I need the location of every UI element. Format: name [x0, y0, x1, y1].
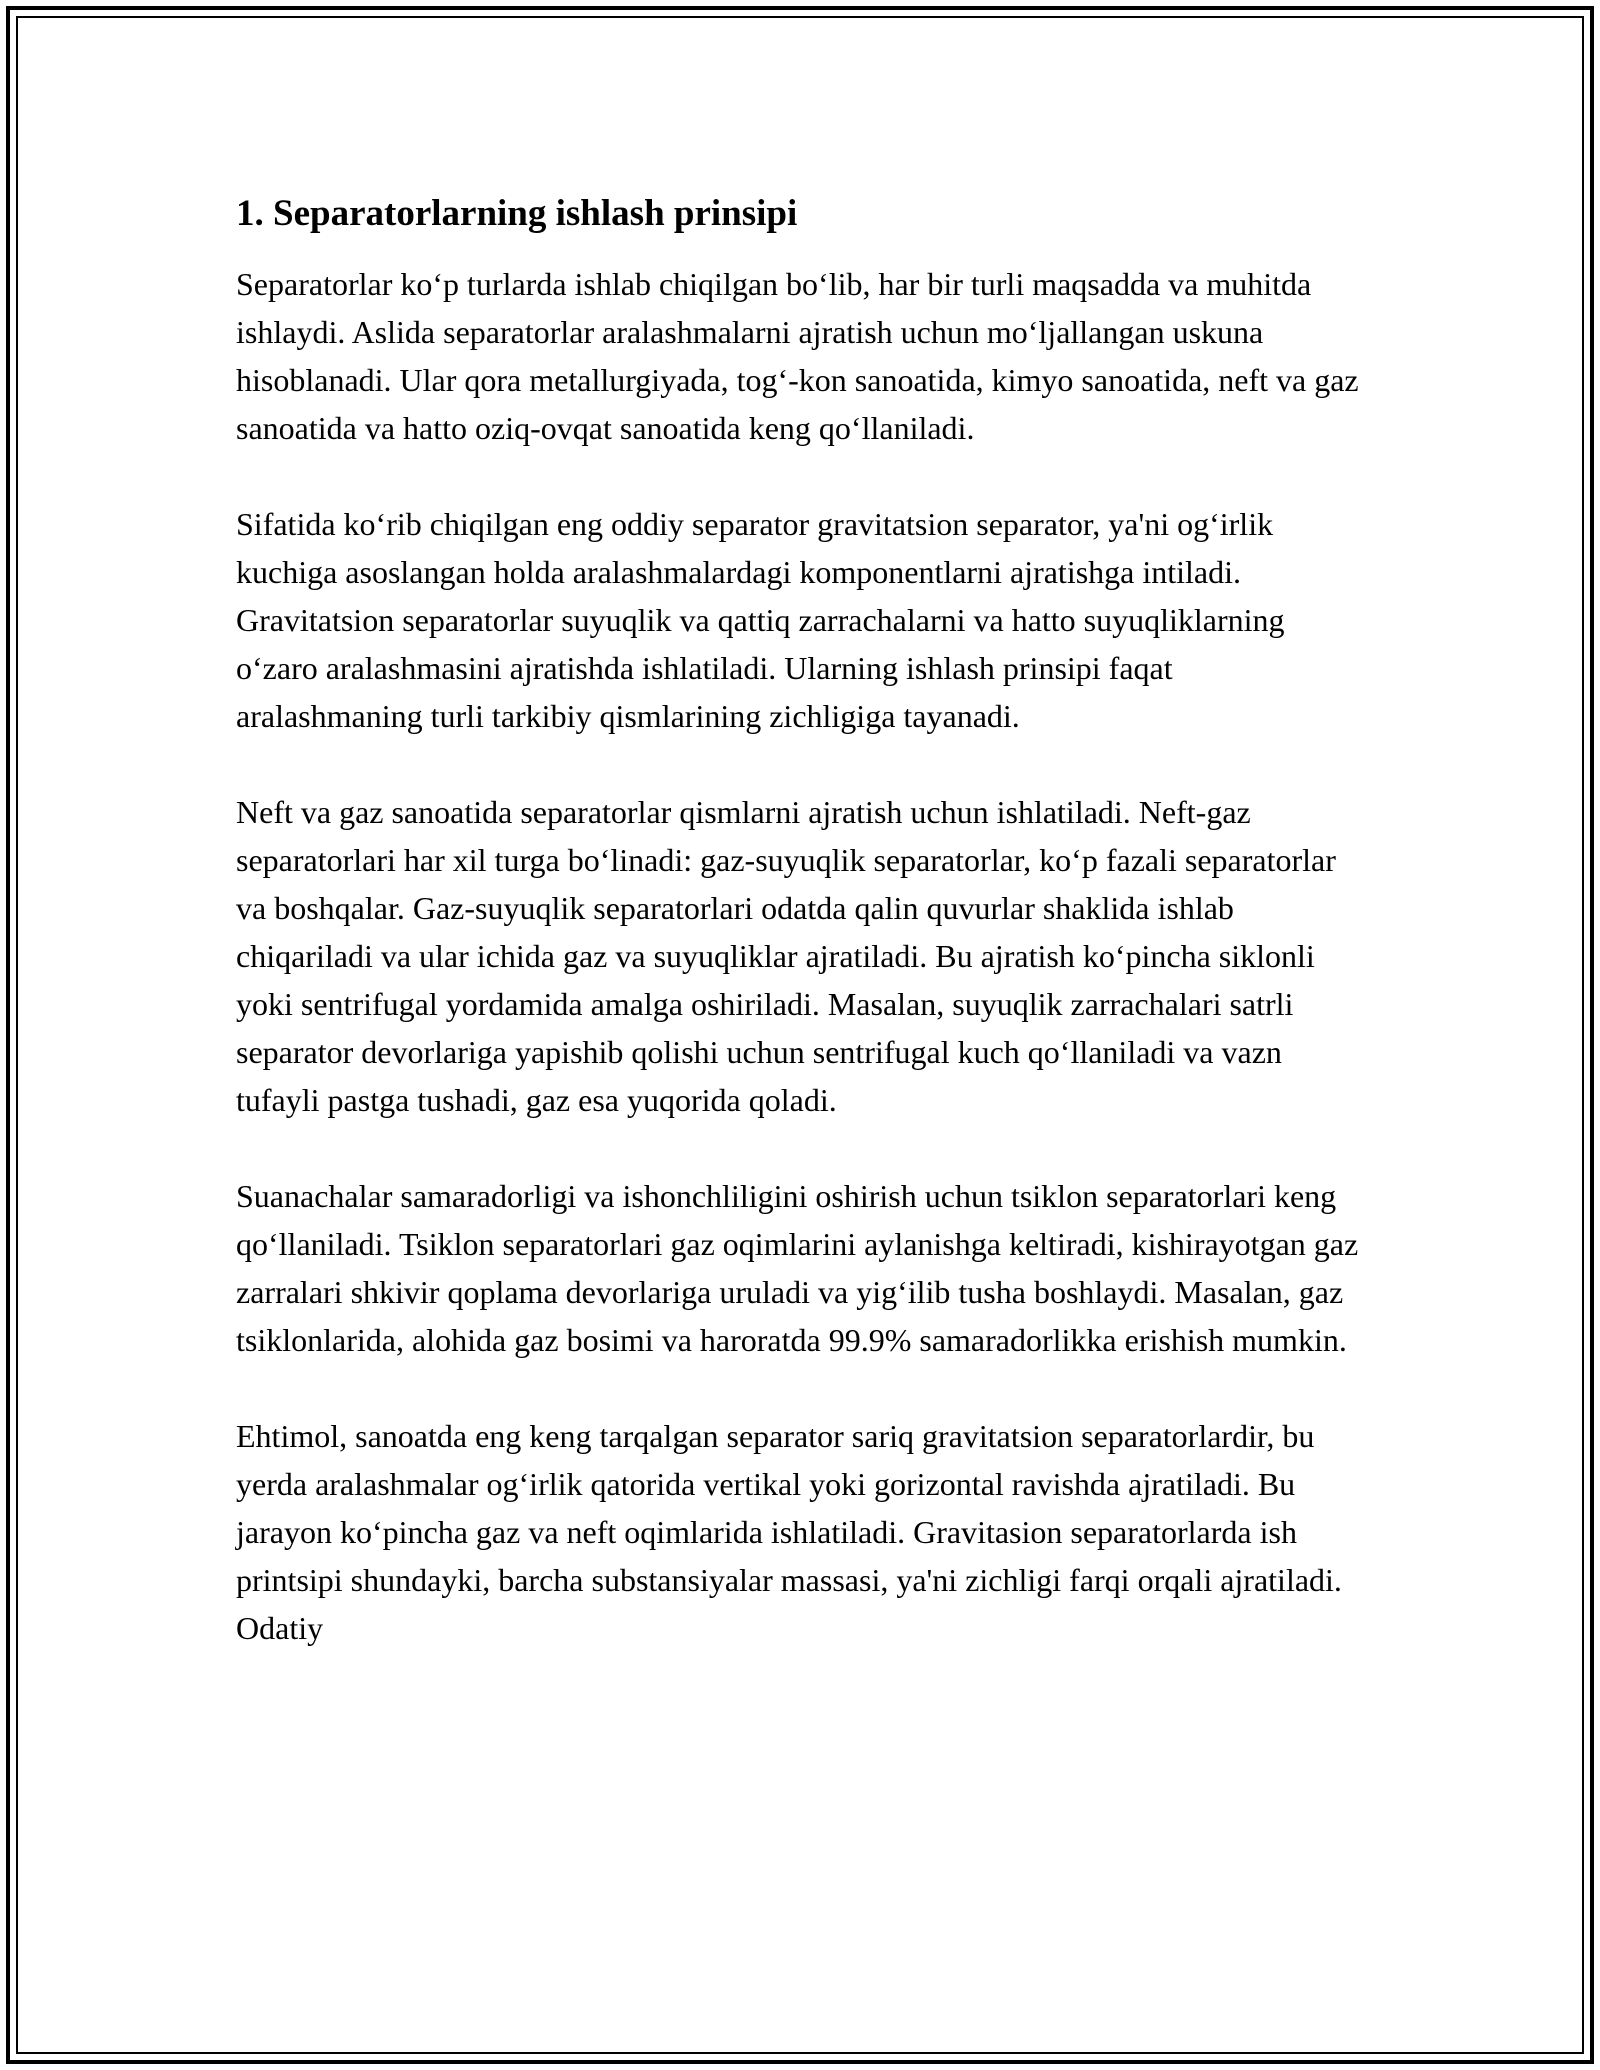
document-page [236, 190, 1366, 1700]
paragraph-1: Separatorlar ko‘p turlarda ishlab chiqilgan bo‘lib, har bir turli maqsadda va muhitda ishlaydi. Aslida separatorlar aralashmalarni ajratish uchun mo‘ljallangan uskuna hisoblanadi. Ular qora metallurgiyada, tog‘-kon sanoatida, kimyo sanoatida, neft va gaz sanoatida va hatto oziq-ovqat sanoatida keng qo‘llaniladi. [236, 266, 1359, 446]
paragraph-3: Neft va gaz sanoatida separatorlar qismlarni ajratish uchun ishlatiladi. Neft-gaz separatorlari har xil turga bo‘linadi: gaz-suyuqlik separatorlar, ko‘p fazali separatorlar va boshqalar. Gaz-suyuqlik separatorlari odatda qalin quvurlar shaklida ishlab chiqariladi va ular ichida gaz va suyuqliklar ajratiladi. Bu ajratish ko‘pincha siklonli yoki sentrifugal yordamida amalga oshiriladi. Masalan, suyuqlik zarrachalari satrli separator devorlariga yapishib qolishi uchun sentrifugal kuch qo‘llaniladi va vazn tufayli pastga tushadi, gaz esa yuqorida qoladi. [236, 794, 1336, 1118]
paragraph-2: Sifatida ko‘rib chiqilgan eng oddiy separator gravitatsion separator, ya'ni og‘irlik kuchiga asoslangan holda aralashmalardagi komponentlarni ajratishga intiladi. Gravitatsion separatorlar suyuqlik va qattiq zarrachalarni va hatto suyuqliklarning o‘zaro aralashmasini ajratishda ishlatiladi. Ularning ishlash prinsipi faqat aralashmaning turli tarkibiy qismlarining zichligiga tayanadi. [236, 506, 1285, 734]
paragraph-4: Suanachalar samaradorligi va ishonchliligini oshirish uchun tsiklon separatorlari keng qo‘llaniladi. Tsiklon separatorlari gaz oqimlarini aylanishga keltiradi, kishirayotgan gaz zarralari shkivir qoplama devorlariga uruladi va yig‘ilib tusha boshlaydi. Masalan, gaz tsiklonlarida, alohida gaz bosimi va haroratda 99.9% samaradorlikka erishish mumkin. [236, 1178, 1359, 1358]
section-heading: 1. Separatorlarning ishlash prinsipi [236, 193, 798, 234]
paragraph-5: Ehtimol, sanoatda eng keng tarqalgan separator sariq gravitatsion separatorlardir, bu yerda aralashmalar og‘irlik qatorida vertikal yoki gorizontal ravishda ajratiladi. Bu jarayon ko‘pincha gaz va neft oqimlarida ishlatiladi. Gravitasion separatorlarda ish printsipi shundayki, barcha substansiyalar massasi, ya'ni zichligi farqi orqali ajratiladi. Odatiy [236, 1418, 1342, 1646]
